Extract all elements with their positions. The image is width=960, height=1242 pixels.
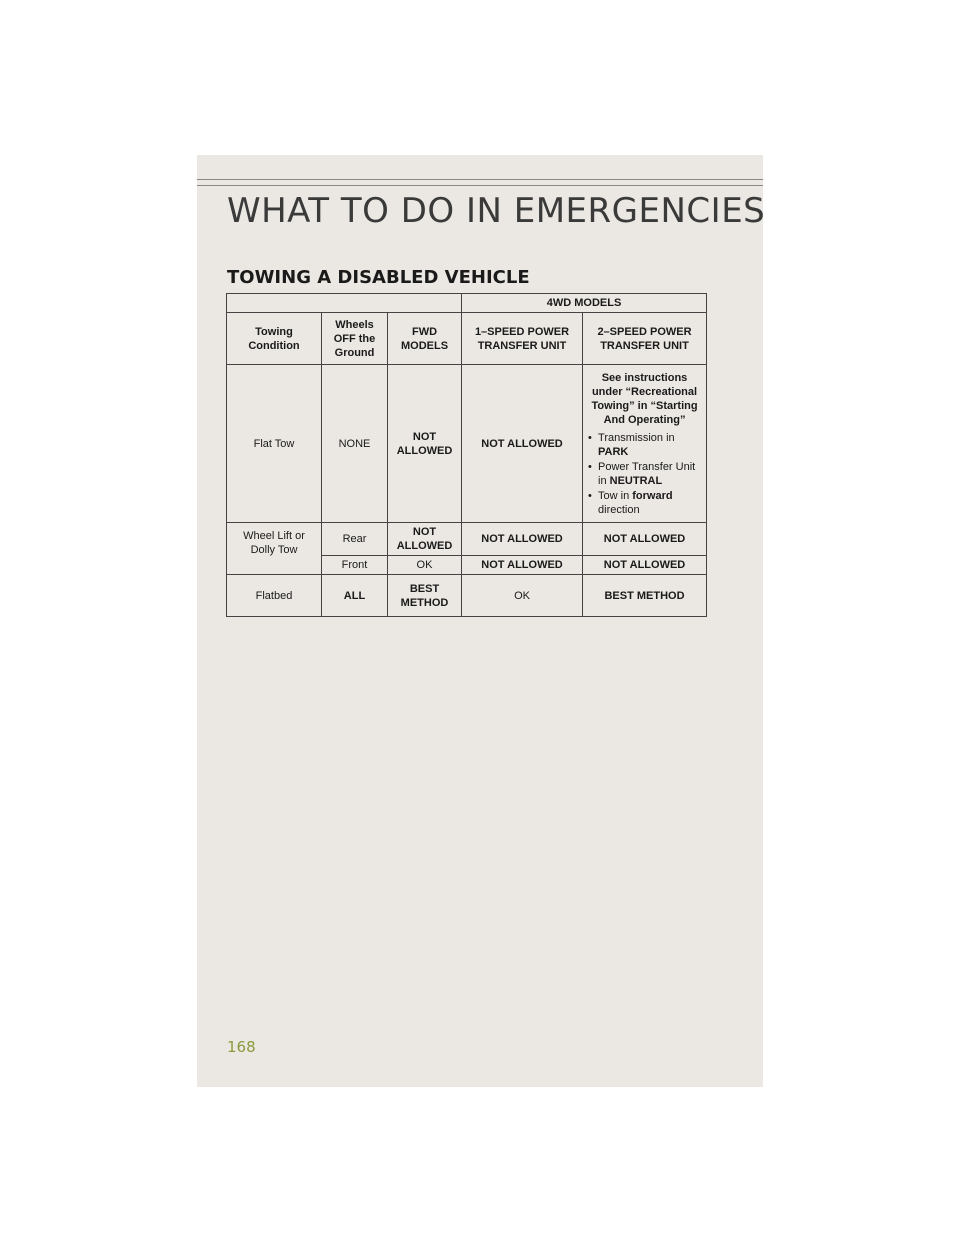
cell-2-speed: NOT ALLOWED xyxy=(583,556,707,575)
cell-fwd: NOT ALLOWED xyxy=(388,365,462,523)
cell-1-speed: OK xyxy=(462,575,583,617)
section-title: WHAT TO DO IN EMERGENCIES xyxy=(227,191,766,231)
list-item xyxy=(586,460,703,488)
header-1-speed: 1–SPEED POWER TRANSFER UNIT xyxy=(462,313,583,365)
instructions-intro: See instructions under “Recreational Towing” in “Starting And Operating” xyxy=(591,372,698,426)
bullet-text: Tow in xyxy=(598,490,633,502)
table-header-row xyxy=(227,313,707,365)
header-fwd-models: FWD MODELS xyxy=(388,313,462,365)
cell-condition: Wheel Lift or Dolly Tow xyxy=(227,523,322,575)
cell-condition: Flat Tow xyxy=(227,365,322,523)
header-wheels-off: Wheels OFF the Ground xyxy=(322,313,388,365)
cell-2-speed-instructions xyxy=(583,365,707,523)
table-row-flat-tow xyxy=(227,365,707,523)
page-number: 168 xyxy=(227,1038,256,1056)
page-heading: TOWING A DISABLED VEHICLE xyxy=(227,267,530,288)
list-item xyxy=(586,489,703,517)
towing-table xyxy=(226,293,707,617)
instructions-list xyxy=(586,431,703,517)
bullet-bold: NEUTRAL xyxy=(609,475,663,487)
bullet-bold: forward xyxy=(632,490,673,502)
bullet-tail: direction xyxy=(598,504,640,516)
cell-wheels: Rear xyxy=(322,523,388,556)
table-group-header-row xyxy=(227,294,707,313)
cell-1-speed: NOT ALLOWED xyxy=(462,365,583,523)
list-item xyxy=(586,431,703,459)
cell-condition: Flatbed xyxy=(227,575,322,617)
cell-wheels: ALL xyxy=(322,575,388,617)
cell-wheels: Front xyxy=(322,556,388,575)
header-rule-bottom xyxy=(197,185,763,186)
header-rule-top xyxy=(197,179,763,180)
cell-fwd: BEST METHOD xyxy=(388,575,462,617)
header-2-speed: 2–SPEED POWER TRANSFER UNIT xyxy=(583,313,707,365)
bullet-text: Transmission in xyxy=(598,432,675,444)
header-towing-condition: Towing Condition xyxy=(227,313,322,365)
bullet-bold: PARK xyxy=(598,446,629,458)
cell-2-speed: NOT ALLOWED xyxy=(583,523,707,556)
cell-wheels: NONE xyxy=(322,365,388,523)
bullet-text: Power Transfer Unit in xyxy=(598,461,696,487)
cell-fwd: OK xyxy=(388,556,462,575)
table-row-flatbed xyxy=(227,575,707,617)
table-row-wheel-lift-rear xyxy=(227,523,707,556)
cell-2-speed: BEST METHOD xyxy=(583,575,707,617)
cell-1-speed: NOT ALLOWED xyxy=(462,523,583,556)
cell-fwd: NOT ALLOWED xyxy=(388,523,462,556)
cell-1-speed: NOT ALLOWED xyxy=(462,556,583,575)
manual-page xyxy=(197,155,766,1087)
group-header-4wd: 4WD MODELS xyxy=(462,294,707,313)
